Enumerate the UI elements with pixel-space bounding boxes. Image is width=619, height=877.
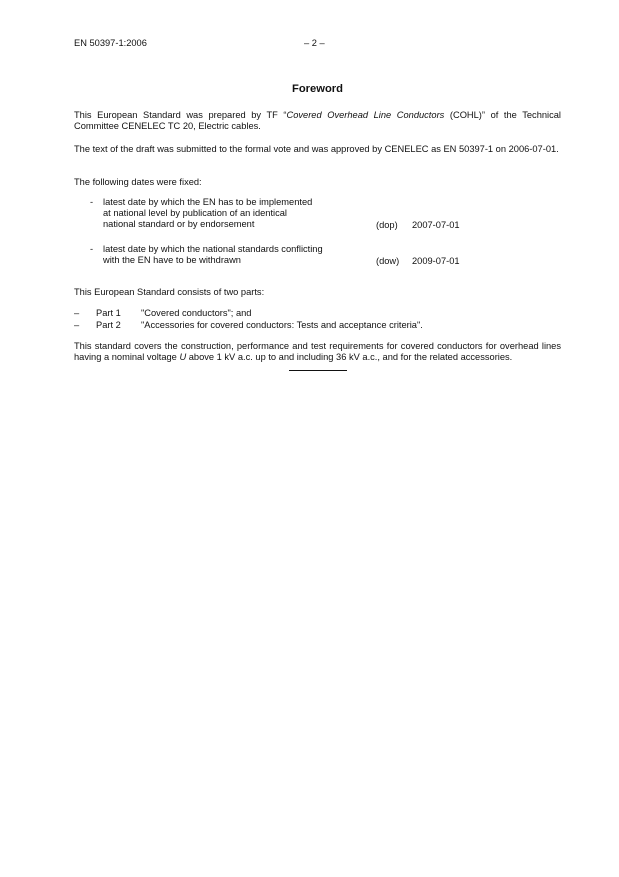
part-item bbox=[74, 320, 561, 332]
paragraph-prepared-by bbox=[74, 110, 561, 132]
paragraph-approval: The text of the draft was submitted to the formal vote and was approved by CENELEC as EN 50397-1 on 2006-07-01. bbox=[74, 143, 559, 154]
document-id: EN 50397-1:2006 bbox=[74, 38, 147, 48]
parts-list bbox=[74, 308, 561, 331]
dates-intro: The following dates were fixed: bbox=[74, 176, 202, 187]
paragraph-text: above 1 kV a.c. up to and including 36 kV a.c., and for the related accessories. bbox=[186, 352, 513, 363]
voltage-symbol: U bbox=[179, 352, 187, 363]
date-item-text bbox=[103, 197, 373, 231]
date-item-text bbox=[103, 244, 373, 266]
bullet: – bbox=[74, 308, 80, 319]
date-value: 2009-07-01 bbox=[412, 255, 460, 266]
page-number: – 2 – bbox=[304, 38, 325, 48]
date-item-line: with the EN have to be withdrawn bbox=[103, 255, 241, 266]
part-label: Part 2 bbox=[96, 319, 121, 330]
paragraph-text: (COHL)” of the Technical Committee CENELEC TC 20, Electric cables. bbox=[74, 110, 561, 132]
paragraph-text: This standard covers the construction, performance and test requirements for covered conductors for overhead lines having a nominal voltage bbox=[74, 341, 561, 363]
date-item-line: at national level by publication of an identical bbox=[103, 208, 287, 219]
part-title: "Covered conductors"; and bbox=[141, 308, 252, 319]
page-header bbox=[74, 38, 561, 50]
bullet: - bbox=[90, 244, 94, 255]
section-title: Foreword bbox=[292, 83, 343, 95]
paragraph-scope bbox=[74, 341, 561, 363]
foreword-section bbox=[74, 84, 561, 371]
date-value: 2007-07-01 bbox=[412, 219, 460, 230]
paragraph-text: This European Standard was prepared by TF “ bbox=[74, 110, 287, 121]
part-item bbox=[74, 308, 561, 320]
date-item-dop bbox=[74, 197, 561, 231]
task-force-name: Covered Overhead Line Conductors bbox=[286, 110, 445, 121]
part-title: "Accessories for covered conductors: Tests and acceptance criteria". bbox=[141, 319, 423, 330]
date-abbr: (dow) bbox=[376, 255, 400, 266]
date-item-line: latest date by which the EN has to be implemented bbox=[103, 197, 313, 208]
part-label: Part 1 bbox=[96, 308, 121, 319]
bullet: – bbox=[74, 319, 80, 330]
date-abbr: (dop) bbox=[376, 219, 398, 230]
bullet: - bbox=[90, 197, 94, 208]
date-item-line: national standard or by endorsement bbox=[103, 219, 255, 230]
end-rule bbox=[289, 370, 347, 371]
date-item-dow bbox=[74, 244, 561, 267]
parts-intro: This European Standard consists of two parts: bbox=[74, 287, 265, 298]
dates-list bbox=[74, 197, 561, 267]
date-item-line: latest date by which the national standards conflicting bbox=[103, 244, 323, 255]
